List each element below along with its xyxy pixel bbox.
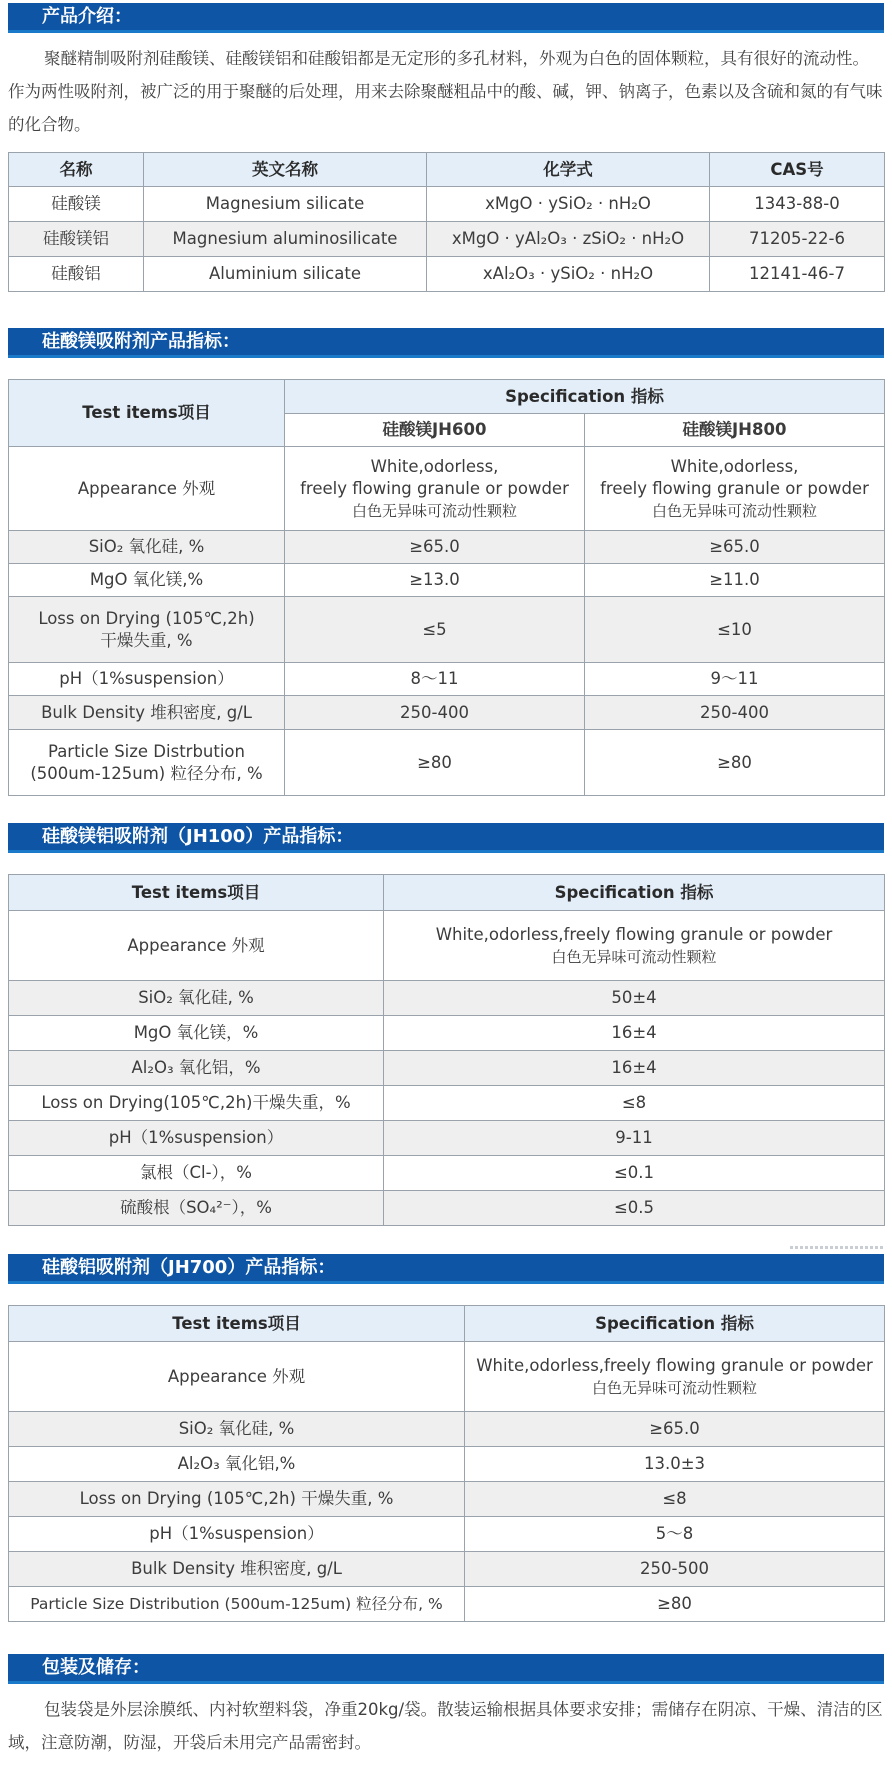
appearance-en-line: White,odorless,freely flowing granule or powder xyxy=(435,924,833,944)
mag-row-jh600: 250-400 xyxy=(285,696,585,730)
magal-row-value: 50±4 xyxy=(384,981,885,1016)
appearance-cn-line: 白色无异味可流动性颗粒 xyxy=(591,1378,757,1397)
al-row-label: Bulk Density 堆积密度, g/L xyxy=(9,1552,465,1587)
mag-row-label: MgO 氧化镁,% xyxy=(9,564,285,597)
mag-row-jh800: 9～11 xyxy=(585,663,885,696)
magal-row-value: 16±4 xyxy=(384,1051,885,1086)
al-row-label: Al₂O₃ 氧化铝,% xyxy=(9,1447,465,1482)
appearance-en-line2: freely flowing granule or powder xyxy=(600,478,869,498)
table1-cell: 12141-46-7 xyxy=(710,257,885,292)
table-row xyxy=(9,1482,885,1517)
label-line2: (500um-125um) 粒径分布, % xyxy=(30,763,263,783)
al-row-label: SiO₂ 氧化硅, % xyxy=(9,1412,465,1447)
magal-row-value: ≤8 xyxy=(384,1086,885,1121)
mag-col-jh800: 硅酸镁JH800 xyxy=(585,414,885,447)
al-row-label: Particle Size Distribution (500um-125um) 粒径分布, % xyxy=(9,1587,465,1622)
appearance-en-line1: White,odorless, xyxy=(670,456,799,476)
mag-row-label xyxy=(9,730,285,796)
mag-row-jh800: ≥65.0 xyxy=(585,531,885,564)
table-row xyxy=(9,187,885,222)
al-row-value: ≥65.0 xyxy=(465,1412,885,1447)
mag-row-jh600: ≤5 xyxy=(285,597,585,663)
label-line1: Loss on Drying (105℃,2h) xyxy=(38,608,255,628)
al-row-label: pH（1%suspension） xyxy=(9,1517,465,1552)
appearance-cn-line: 白色无异味可流动性颗粒 xyxy=(351,501,517,520)
mag-row-label: Bulk Density 堆积密度, g/L xyxy=(9,696,285,730)
table1-cell: 硅酸镁铝 xyxy=(9,222,144,257)
product-name-table xyxy=(8,152,885,292)
table-row xyxy=(9,663,885,696)
magal-test-header: Test items项目 xyxy=(9,875,384,911)
mag-section-bar xyxy=(8,328,884,358)
magal-section-bar xyxy=(8,823,884,853)
al-row-label: Loss on Drying (105℃,2h) 干燥失重, % xyxy=(9,1482,465,1517)
magal-row-label: 氯根（Cl-），% xyxy=(9,1156,384,1191)
mag-row-jh600: ≥65.0 xyxy=(285,531,585,564)
mag-appearance-jh800 xyxy=(585,447,885,531)
table1-cell: xMgO · yAl₂O₃ · zSiO₂ · nH₂O xyxy=(427,222,710,257)
table-row xyxy=(9,911,885,981)
table1-cell: 硅酸镁 xyxy=(9,187,144,222)
table-row xyxy=(9,1051,885,1086)
mag-row-label: pH（1%suspension） xyxy=(9,663,285,696)
table1-cell: 硅酸铝 xyxy=(9,257,144,292)
decorative-divider xyxy=(790,1246,884,1249)
magal-spec-table xyxy=(8,874,885,1226)
table1-cell: 71205-22-6 xyxy=(710,222,885,257)
table-row xyxy=(9,1447,885,1482)
table-row xyxy=(9,1587,885,1622)
label-line1: Particle Size Distrbution xyxy=(47,741,245,761)
mag-appearance-jh600 xyxy=(285,447,585,531)
al-test-header: Test items项目 xyxy=(9,1306,465,1342)
table-row xyxy=(9,1086,885,1121)
mag-row-jh800: ≥80 xyxy=(585,730,885,796)
table-row xyxy=(9,1412,885,1447)
magal-spec-header: Specification 指标 xyxy=(384,875,885,911)
table1-cell: Magnesium silicate xyxy=(144,187,427,222)
table-row xyxy=(9,1121,885,1156)
magal-row-value: ≤0.5 xyxy=(384,1191,885,1226)
mag-appearance-label: Appearance 外观 xyxy=(9,447,285,531)
table-row xyxy=(9,1156,885,1191)
al-row-value: 5～8 xyxy=(465,1517,885,1552)
appearance-en-line: White,odorless,freely flowing granule or powder xyxy=(476,1355,873,1375)
appearance-en-line2: freely flowing granule or powder xyxy=(300,478,569,498)
table-row xyxy=(9,981,885,1016)
al-appearance-label: Appearance 外观 xyxy=(9,1342,465,1412)
table-row xyxy=(9,1342,885,1412)
magal-row-label: Al₂O₃ 氧化铝，% xyxy=(9,1051,384,1086)
table-row xyxy=(9,531,885,564)
table-row xyxy=(9,1016,885,1051)
storage-section-bar xyxy=(8,1654,884,1684)
al-section-bar xyxy=(8,1254,884,1284)
al-row-value: ≥80 xyxy=(465,1587,885,1622)
mag-test-header: Test items项目 xyxy=(9,380,285,447)
magal-row-value: ≤0.1 xyxy=(384,1156,885,1191)
appearance-cn-line: 白色无异味可流动性颗粒 xyxy=(651,501,817,520)
storage-paragraph: 包装袋是外层涂膜纸、内衬软塑料袋，净重20kg/袋。散装运输根据具体要求安排；需储存在阴凉、干燥、清洁的区域，注意防潮，防湿，开袋后未用完产品需密封。 xyxy=(8,1700,883,1752)
magal-title: 硅酸镁铝吸附剂（JH100）产品指标： xyxy=(42,826,354,847)
magal-row-label: pH（1%suspension） xyxy=(9,1121,384,1156)
magal-appearance-value xyxy=(384,911,885,981)
mag-row-jh600: ≥13.0 xyxy=(285,564,585,597)
table1-header-cas: CAS号 xyxy=(710,153,885,187)
table-row xyxy=(9,257,885,292)
table1-cell: 1343-88-0 xyxy=(710,187,885,222)
table-row xyxy=(9,730,885,796)
al-title: 硅酸铝吸附剂（JH700）产品指标： xyxy=(42,1257,336,1278)
storage-title: 包装及储存： xyxy=(42,1657,150,1678)
table-row xyxy=(9,1552,885,1587)
al-appearance-value xyxy=(465,1342,885,1412)
mag-row-jh800: ≥11.0 xyxy=(585,564,885,597)
table-row xyxy=(9,447,885,531)
mag-row-jh600: ≥80 xyxy=(285,730,585,796)
table1-header-name: 名称 xyxy=(9,153,144,187)
mag-row-jh600: 8～11 xyxy=(285,663,585,696)
intro-section-bar xyxy=(8,3,884,33)
table1-cell: Magnesium aluminosilicate xyxy=(144,222,427,257)
al-row-value: 250-500 xyxy=(465,1552,885,1587)
mag-spec-table xyxy=(8,379,885,796)
mag-row-jh800: 250-400 xyxy=(585,696,885,730)
magal-appearance-label: Appearance 外观 xyxy=(9,911,384,981)
table1-header-formula: 化学式 xyxy=(427,153,710,187)
al-row-value: ≤8 xyxy=(465,1482,885,1517)
magal-row-value: 16±4 xyxy=(384,1016,885,1051)
table1-cell: xMgO · ySiO₂ · nH₂O xyxy=(427,187,710,222)
al-row-value: 13.0±3 xyxy=(465,1447,885,1482)
mag-row-label: SiO₂ 氧化硅, % xyxy=(9,531,285,564)
appearance-en-line1: White,odorless, xyxy=(370,456,499,476)
appearance-cn-line: 白色无异味可流动性颗粒 xyxy=(551,947,717,966)
table1-cell: Aluminium silicate xyxy=(144,257,427,292)
mag-spec-header: Specification 指标 xyxy=(285,380,885,414)
mag-row-jh800: ≤10 xyxy=(585,597,885,663)
magal-row-label: MgO 氧化镁，% xyxy=(9,1016,384,1051)
table-row xyxy=(9,597,885,663)
al-spec-header: Specification 指标 xyxy=(465,1306,885,1342)
magal-row-label: 硫酸根（SO₄²⁻），% xyxy=(9,1191,384,1226)
label-line2: 干燥失重, % xyxy=(100,630,193,650)
magal-row-value: 9-11 xyxy=(384,1121,885,1156)
mag-title: 硅酸镁吸附剂产品指标： xyxy=(42,331,240,352)
magal-row-label: SiO₂ 氧化硅, % xyxy=(9,981,384,1016)
table-row xyxy=(9,564,885,597)
mag-row-label xyxy=(9,597,285,663)
table-row xyxy=(9,222,885,257)
table1-cell: xAl₂O₃ · ySiO₂ · nH₂O xyxy=(427,257,710,292)
intro-title: 产品介绍： xyxy=(42,6,132,27)
table1-header-english: 英文名称 xyxy=(144,153,427,187)
magal-row-label: Loss on Drying(105℃,2h)干燥失重，% xyxy=(9,1086,384,1121)
table-row xyxy=(9,1517,885,1552)
mag-col-jh600: 硅酸镁JH600 xyxy=(285,414,585,447)
intro-paragraph: 聚醚精制吸附剂硅酸镁、硅酸镁铝和硅酸铝都是无定形的多孔材料，外观为白色的固体颗粒，具有很好的流动性。作为两性吸附剂，被广泛的用于聚醚的后处理，用来去除聚醚粗品中的酸、碱，钾、钠离子，色素以及含硫和氮的有气味的化合物。 xyxy=(8,49,883,134)
table-row xyxy=(9,696,885,730)
table-row xyxy=(9,1191,885,1226)
al-spec-table xyxy=(8,1305,885,1622)
